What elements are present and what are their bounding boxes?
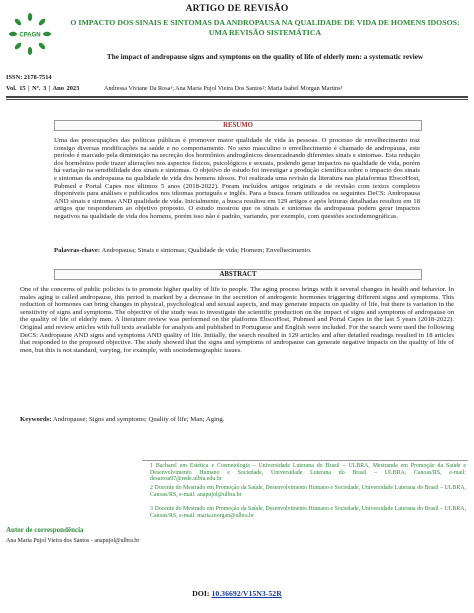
title-english: The impact of andropause signs and symptoms on the quality of life of elderly men: a systematic review xyxy=(106,53,424,61)
affiliation-2: 2 Docente do Mestrado em Promoção da Saúde, Desenvolvimento Humano e Sociedade, Universidade Luterana do Brasil – ULBRA, Canoas/RS, e-mail: anapujol@ulbra.br xyxy=(150,485,466,498)
journal-logo xyxy=(8,12,52,56)
title-portuguese: O IMPACTO DOS SINAIS E SINTOMAS DA ANDROPAUSA NA QUALIDADE DE VIDA DE HOMENS IDOSOS: UMA REVISÃO SISTEMÁTICA xyxy=(70,18,460,37)
affiliation-1: 1 Bacharel em Estética e Cosmetologia – Universidade Luterana do Brasil – ULBRA, Mestranda em Promoção da Saúde e Desenvolvimento Humano e Sociedade, Universidade Luterana do Brasil – ULBRA, Canoas/RS, e-mail: desarosa97@rede.ulbra.edu.br xyxy=(150,463,466,483)
affiliation-3: 3 Docente do Mestrado em Promoção da Saúde, Desenvolvimento Humano e Sociedade, Universidade Luterana do Brasil – ULBRA, Canoas/RS, e-mail: maria.morgan@ulbra.br xyxy=(150,506,466,519)
abstract-keywords xyxy=(20,416,454,424)
resumo-keywords xyxy=(54,247,420,255)
keywords-label: Palavras-chave: xyxy=(54,247,101,254)
keywords-value: Andropause; Signs and symptoms; Quality of life; Man; Aging. xyxy=(52,416,225,423)
authors: Andressa Viviane Da Rosa¹; Ana Maria Pujol Vieira Dos Santos²; Maria Isabel Morgan Martins³ xyxy=(104,85,343,92)
volume-info: Vol. 15 | Nº. 3 | Ano 2023 xyxy=(6,85,80,92)
issn: ISSN: 2178-7514 xyxy=(6,74,52,81)
keywords-label: Keywords: xyxy=(20,416,52,423)
keywords-value: Andropausa; Sinais e sintomas; Qualidade de vida; Homem; Envelhecimento. xyxy=(101,247,312,254)
doi xyxy=(0,589,474,598)
resumo-heading: RESUMO xyxy=(54,120,422,131)
doi-link[interactable]: 10.36692/V15N3-52R xyxy=(211,589,282,598)
abstract-text: One of the concerns of public policies is to promote higher quality of life to people. The aging process brings with it several changes in health and behavior. In males aging is called andropause, this period is marked by a decrease in the secretion of androgenic hormones triggering different signs and symptoms. This reduction of hormones can bring changes in physical, psychological and sexual aspects, and may generate impacts on quality of life, but there is variation in the sensitivity of signs and symptoms. The objective of the study was to investigate the scientific production on the impact of signs and symptoms of andropause on the quality of life of elderly men. A literature review was performed on the platforms EbscoHost, Pubmed and Portal Capes in the last 5 years (2018-2022). Original and review articles with full texts available for analysis and published in Portuguese and English were included. For the search were used the following DeCS: Andropause AND signs and symptoms AND quality of life. Initially, the search resulted in 129 articles and after detailed readings resulted in 18 articles that responded to the proposed objective. The study showed that the signs and symptoms of andropause can generate negative impacts on the quality of life of men, but this is not standard, varying, for example, with sociodemographic issues. xyxy=(20,286,454,354)
header-rule xyxy=(6,96,468,98)
resumo-text: Uma das preocupações das políticas públicas é promover maior qualidade de vida às pessoas. O processo de envelhecimento traz consigo diversas modificações na saúde e no comportamento. No sexo masculino o envelhecimento é chamado de andropausa, este período é marcado pela diminuição na secreção dos hormônios androgênicos desencadeando diferentes sinais e sintomas. Esta redução dos hormônios pode trazer alterações nos aspectos físicos, psicológicos e sexuais, podendo gerar impactos na qualidade de vida, porém há variação na sensibilidade dos sinais e sintomas. O objetivo do estudo foi investigar a produção científica sobre o impacto dos sinais e sintomas da andropausa na qualidade de vida dos homens idosos. Foi realizada uma revisão da literatura nas plataformas EbscoHost, Pubmed e Portal Capes nos últimos 5 anos (2018-2022). Foram incluídos artigos originais e de revisão com textos completos disponíveis para análises e publicados nos idiomas português e inglês. Para a busca foram utilizados os seguintes DeCS: Andropausa AND sinais e sintomas AND qualidade de vida. Inicialmente, a busca resultou em 129 artigos e após leituras detalhadas resultou em 18 artigos que responderam ao objetivo proposto. O estudo mostrou que os sinais e sintomas da andropausa podem gerar impactos negativos na qualidade de vida dos homens, porém isso não é padrão, variando, por exemplo, com questões sociodemográficas. xyxy=(54,137,420,220)
header-rule-thin xyxy=(6,99,468,100)
correspondence-heading: Autor de correspondência xyxy=(6,526,84,534)
doi-label: DOI: xyxy=(192,589,210,598)
logo-text: CPAGN xyxy=(19,32,41,39)
correspondence-author: Ana Maria Pujol Vieira dos Santos - anapujol@ulbra.br xyxy=(6,538,140,544)
abstract-heading: ABSTRACT xyxy=(54,269,422,280)
affiliations-rule xyxy=(142,460,468,461)
section-label: ARTIGO DE REVISÃO xyxy=(185,4,289,14)
